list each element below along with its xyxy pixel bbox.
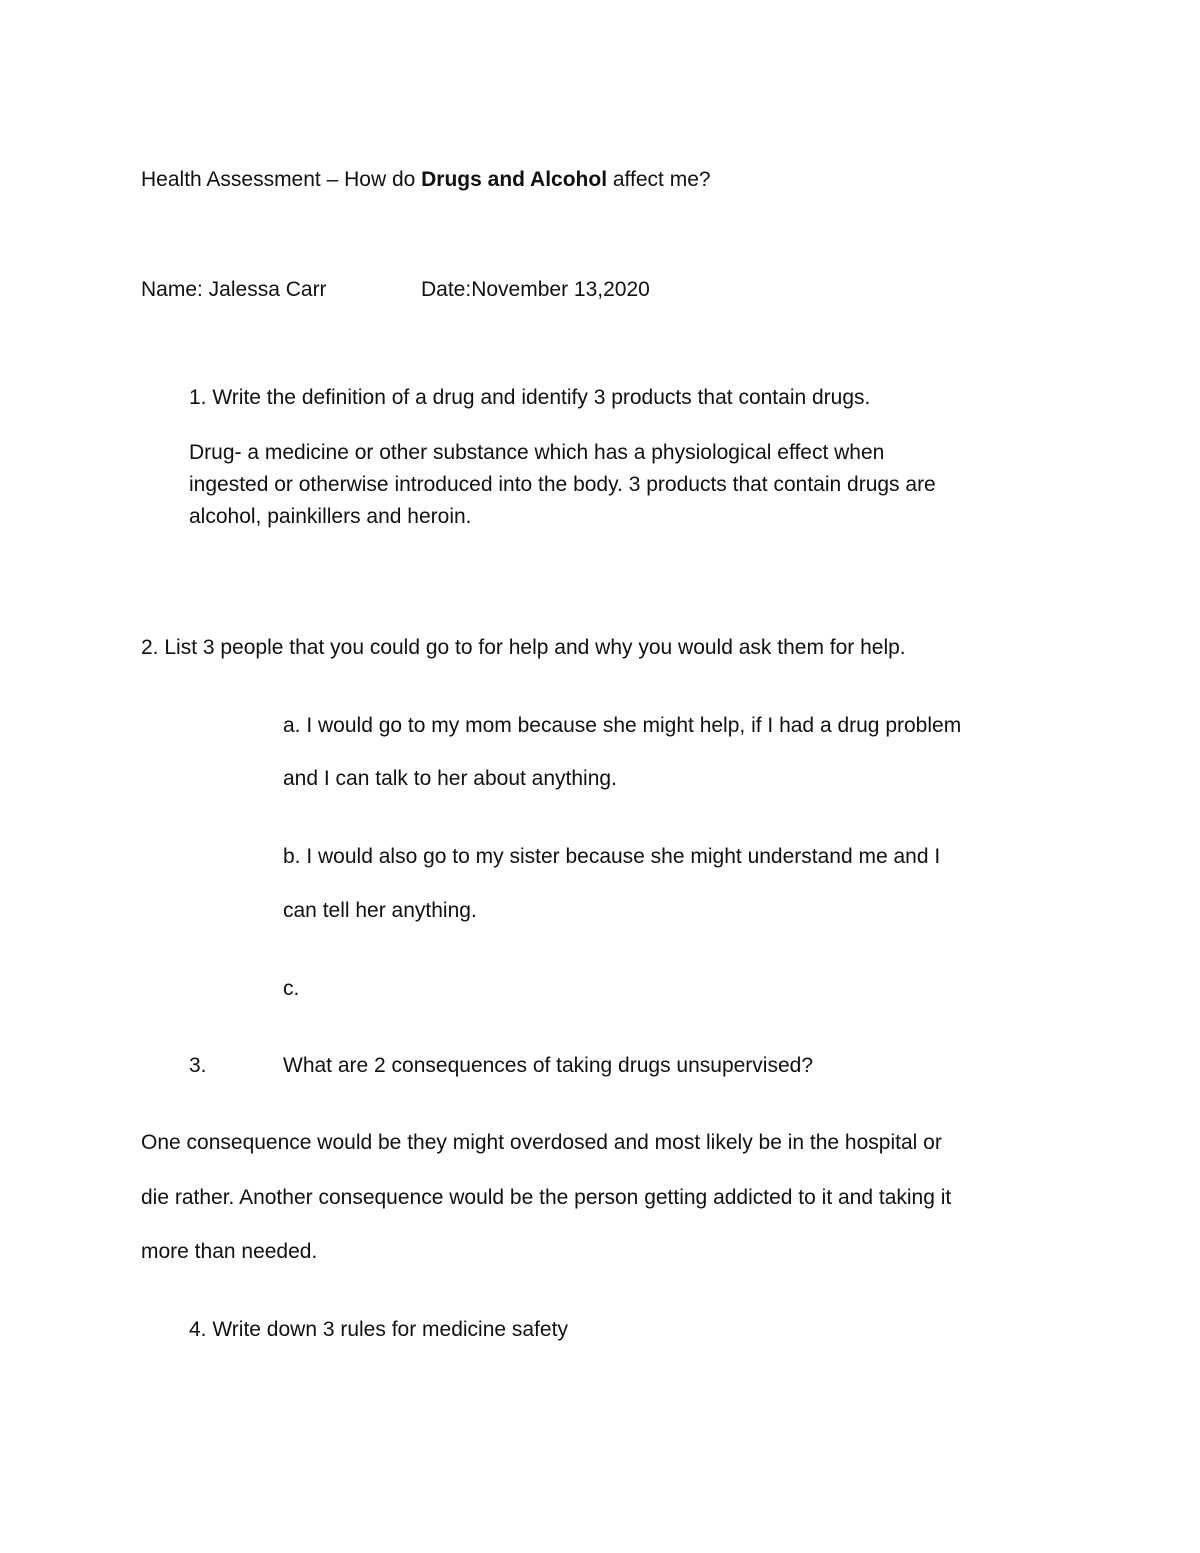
document-title bbox=[141, 167, 711, 193]
answer-1-line-3: alcohol, painkillers and heroin. bbox=[189, 505, 472, 528]
question-3: What are 2 consequences of taking drugs unsupervised? bbox=[283, 1054, 813, 1077]
answer-3-line-3: more than needed. bbox=[141, 1240, 318, 1263]
title-prefix: Health Assessment – How do bbox=[141, 168, 422, 191]
answer-2b-line-1: b. I would also go to my sister because she might understand me and I bbox=[283, 845, 941, 868]
answer-1-line-1: Drug- a medicine or other substance which has a physiological effect when bbox=[189, 441, 885, 464]
answer-2a-line-1: a. I would go to my mom because she might help, if I had a drug problem bbox=[283, 714, 962, 737]
question-3-number: 3. bbox=[189, 1054, 207, 1077]
title-suffix: affect me? bbox=[607, 168, 711, 191]
answer-2c: c. bbox=[283, 977, 300, 1000]
answer-3-line-1: One consequence would be they might overdosed and most likely be in the hospital or bbox=[141, 1131, 942, 1154]
answer-3-line-2: die rather. Another consequence would be the person getting addicted to it and taking it bbox=[141, 1186, 952, 1209]
student-name: Name: Jalessa Carr bbox=[141, 278, 327, 301]
question-4: 4. Write down 3 rules for medicine safety bbox=[189, 1318, 568, 1341]
answer-2a-line-2: and I can talk to her about anything. bbox=[283, 767, 617, 790]
answer-2b-line-2: can tell her anything. bbox=[283, 899, 477, 922]
question-2: 2. List 3 people that you could go to for help and why you would ask them for help. bbox=[141, 636, 906, 659]
question-1: 1. Write the definition of a drug and identify 3 products that contain drugs. bbox=[189, 386, 871, 409]
title-bold: Drugs and Alcohol bbox=[421, 168, 608, 191]
assessment-date: Date:November 13,2020 bbox=[421, 278, 650, 301]
answer-1-line-2: ingested or otherwise introduced into the body. 3 products that contain drugs are bbox=[189, 473, 936, 496]
